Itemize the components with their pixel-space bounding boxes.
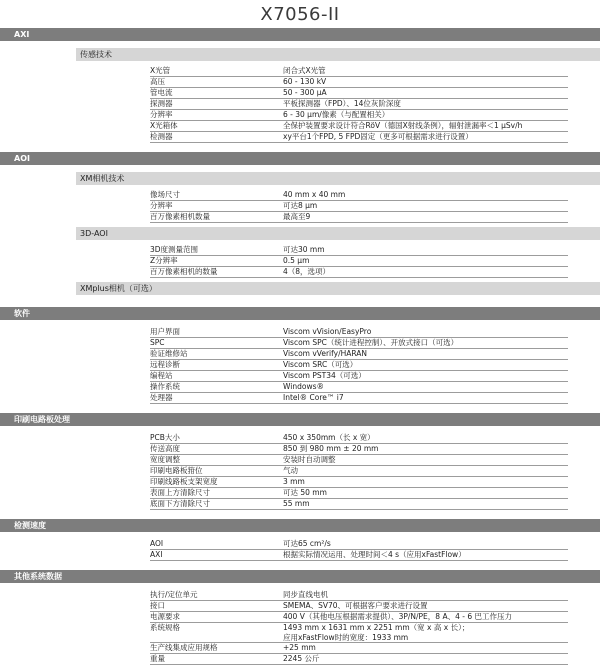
spec-row: [150, 99, 568, 110]
section-aoi: AOI: [0, 152, 600, 165]
spec-value: 闭合式X光管: [283, 66, 326, 75]
spec-value: 根据实际情况运用、处理时间＜4 s（应用xFastFlow）: [283, 550, 466, 559]
spec-key: 管电流: [150, 88, 173, 97]
spec-row: [150, 256, 568, 267]
spec-table-software: [150, 327, 568, 404]
spec-value: 6 - 30 µm/像素（与配置相关）: [283, 110, 390, 119]
spec-key: 印刷电路板箝位: [150, 466, 203, 475]
spec-row: [150, 466, 568, 477]
spec-key: 3D度测量范围: [150, 245, 199, 254]
subsection-sensor-tech: 传感技术: [76, 48, 600, 61]
spec-key: 底面下方清除尺寸: [150, 499, 210, 508]
spec-value: 可达30 mm: [283, 245, 325, 254]
spec-value: 40 mm x 40 mm: [283, 190, 346, 199]
spec-table-pcb: [150, 433, 568, 510]
spec-row: [150, 349, 568, 360]
spec-row: [150, 245, 568, 256]
spec-row: [150, 110, 568, 121]
spec-value: 55 mm: [283, 499, 310, 508]
spec-key: 分辨率: [150, 110, 173, 119]
spec-key: 宽度调整: [150, 455, 180, 464]
spec-value-line: 应用xFastFlow时的宽度：1933 mm: [283, 632, 409, 642]
spec-row: [150, 132, 568, 143]
spec-value: SMEMA、SV70、可根据客户要求进行设置: [283, 601, 428, 610]
spec-key: 电源要求: [150, 612, 180, 621]
spec-row: [150, 371, 568, 382]
spec-key: X光管: [150, 66, 171, 75]
spec-key: 远程诊断: [150, 360, 180, 369]
spec-value: Viscom PST34（可选）: [283, 371, 366, 380]
spec-value: +25 mm: [283, 643, 316, 652]
spec-value: 最高至9: [283, 212, 311, 221]
spec-row: [150, 190, 568, 201]
section-inspection-speed: 检测速度: [0, 519, 600, 532]
spec-row: [150, 601, 568, 612]
spec-row: [150, 360, 568, 371]
spec-value: 3 mm: [283, 477, 305, 486]
spec-value: 可达 50 mm: [283, 488, 327, 497]
spec-value: 全保护装置要求设计符合RöV（德国X射线条例），辐射泄漏率＜1 µSv/h: [283, 121, 523, 130]
spec-key: 高压: [150, 77, 165, 86]
spec-value: 同步直线电机: [283, 590, 328, 599]
spec-key: 处理器: [150, 393, 173, 402]
spec-key: 表面上方清除尺寸: [150, 488, 210, 497]
spec-value: Viscom vVision/EasyPro: [283, 327, 372, 336]
spec-row: [150, 393, 568, 404]
spec-key: 印刷线路板支架宽度: [150, 477, 218, 486]
spec-key: Z分辨率: [150, 256, 178, 265]
spec-key: 用户界面: [150, 327, 180, 336]
spec-table-other: [150, 590, 568, 665]
spec-value: Intel® Core™ i7: [283, 393, 344, 402]
spec-row: [150, 201, 568, 212]
spec-key: 分辨率: [150, 201, 173, 210]
spec-table-3d: [150, 245, 568, 278]
subsection-xmplus-camera: XMplus相机（可选）: [76, 282, 600, 295]
section-pcb-handling: 印刷电路板处理: [0, 413, 600, 426]
subsection-xm-camera: XM相机技术: [76, 172, 600, 185]
spec-value-line: 1493 mm x 1631 mm x 2251 mm（宽 x 高 x 长）；: [283, 623, 470, 632]
spec-key: AOI: [150, 539, 164, 548]
spec-value: 气动: [283, 466, 298, 475]
spec-value: 0.5 µm: [283, 256, 310, 265]
subsection-3d-aoi: 3D-AOI: [76, 227, 600, 240]
spec-row: [150, 382, 568, 393]
spec-table-axi: [150, 66, 568, 143]
spec-value: 可达8 µm: [283, 201, 318, 210]
spec-value: 可达65 cm²/s: [283, 539, 331, 548]
spec-key: 接口: [150, 601, 165, 610]
spec-key: 执行/定位单元: [150, 590, 198, 599]
spec-key: 系统规格: [150, 623, 180, 632]
spec-row: [150, 550, 568, 561]
spec-row: [150, 539, 568, 550]
spec-key: 重量: [150, 654, 165, 663]
spec-key: 检测器: [150, 132, 173, 141]
spec-value: 4（8，选项）: [283, 267, 331, 276]
spec-row: [150, 455, 568, 466]
spec-key: 编程站: [150, 371, 173, 380]
spec-value: xy平台1个FPD, 5 FPD固定（更多可根据需求进行设置）: [283, 132, 473, 141]
spec-row: [150, 327, 568, 338]
spec-row: [150, 488, 568, 499]
spec-key: AXI: [150, 550, 163, 559]
spec-value: 400 V（其他电压根据需求提供）、3P/N/PE，8 A、4 - 6 巴工作压力: [283, 612, 512, 621]
spec-value: Viscom vVerify/HARAN: [283, 349, 368, 358]
spec-row: [150, 121, 568, 132]
spec-value: 60 - 130 kV: [283, 77, 327, 86]
spec-value: 50 - 300 µA: [283, 88, 327, 97]
spec-key: 验证维修站: [150, 349, 188, 358]
spec-key: 百万像素相机的数量: [150, 267, 218, 276]
spec-key: 探测器: [150, 99, 173, 108]
spec-row: [150, 654, 568, 665]
spec-key: 传送高度: [150, 444, 180, 453]
spec-value: Windows®: [283, 382, 324, 391]
spec-row: [150, 444, 568, 455]
spec-row: [150, 433, 568, 444]
section-software: 软件: [0, 307, 600, 320]
spec-row: [150, 88, 568, 99]
spec-row: [150, 267, 568, 278]
spec-value: 安装时自动调整: [283, 455, 336, 464]
spec-table-xm: [150, 190, 568, 223]
section-other-system-data: 其他系统数据: [0, 570, 600, 583]
spec-key: 百万像素相机数量: [150, 212, 210, 221]
section-axi: AXI: [0, 28, 600, 41]
spec-row: [150, 477, 568, 488]
spec-row: [150, 499, 568, 510]
spec-row: [150, 338, 568, 349]
spec-row: [150, 77, 568, 88]
spec-row: [150, 590, 568, 601]
spec-key: 生产线集成应用规格: [150, 643, 218, 652]
spec-row: [150, 623, 568, 643]
spec-value: 平板探测器（FPD）、14位灰阶深度: [283, 99, 401, 108]
spec-row: [150, 66, 568, 77]
spec-key: SPC: [150, 338, 165, 347]
spec-value: 850 到 980 mm ± 20 mm: [283, 444, 379, 453]
spec-value: [283, 623, 568, 642]
spec-value: 2245 公斤: [283, 654, 320, 663]
spec-value: Viscom SPC（统计进程控制）、开放式接口（可选）: [283, 338, 459, 347]
spec-key: 操作系统: [150, 382, 180, 391]
spec-key: X光箱体: [150, 121, 178, 130]
spec-row: [150, 612, 568, 623]
spec-key: PCB大小: [150, 433, 180, 442]
spec-value: Viscom SRC（可选）: [283, 360, 358, 369]
spec-row: [150, 212, 568, 223]
spec-table-speed: [150, 539, 568, 561]
spec-key: 像场尺寸: [150, 190, 180, 199]
spec-value: 450 x 350mm（长 x 宽）: [283, 433, 375, 442]
page-title: X7056-II: [260, 4, 340, 25]
